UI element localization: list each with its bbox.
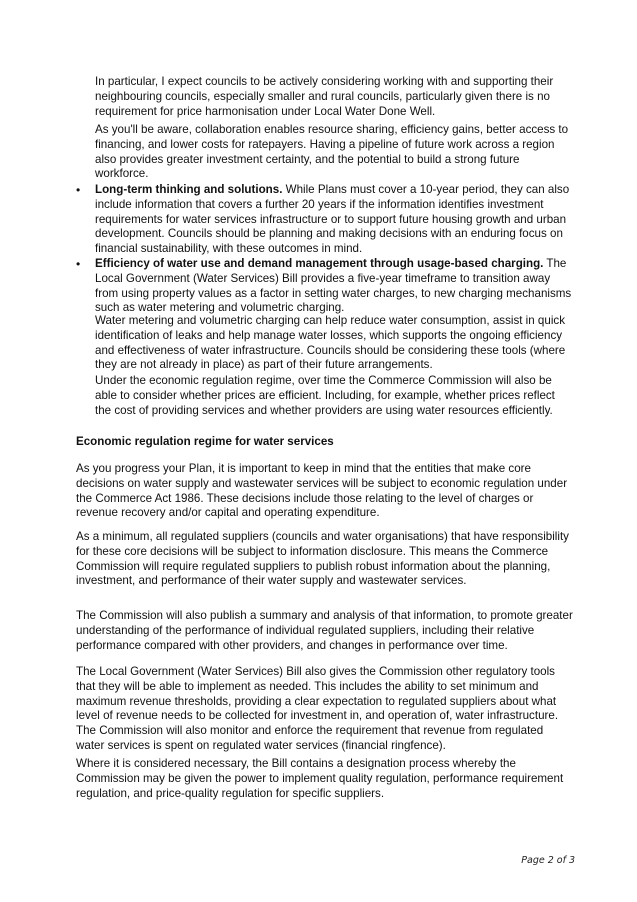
section-paragraph-5: Where it is considered necessary, the Bill contains a designation process whereby the Commission may be given the power to implement quality regulation, performance requirement regulation, and price-quality regulation for specific suppliers. (76, 757, 564, 800)
bullet-marker: • (76, 183, 81, 197)
section-heading: Economic regulation regime for water services (76, 435, 334, 448)
bullet-water-efficiency (95, 257, 573, 316)
bullet-text: While Plans must cover a 10-year period, they can also include information that covers a further 20 years if the information identifies investment requirements for water services infrastructure or to support future housing growth and urban development. Councils should be planning and making decisions with an enduring focus on financial sustainability, with these outcomes in mind. (95, 183, 570, 256)
section-paragraph-1: As you progress your Plan, it is important to keep in mind that the entities that make core decisions on water supply and wastewater services will be subject to economic regulation under the Commerce Act 1986. These decisions include those relating to the level of charges or revenue recovery and/or capital and operating expenditure. (76, 462, 568, 520)
bullet-water-efficiency-paragraph-2: Water metering and volumetric charging can help reduce water consumption, assist in quick identification of leaks and help manage water losses, which supports the ongoing efficiency and effectiveness of water infrastructure. Councils should be considering these tools (where they are not already in place) as part of their future arrangements. (95, 314, 566, 372)
bullet-title: Long-term thinking and solutions. (95, 183, 283, 196)
bullet-title: Efficiency of water use and demand management through usage-based charging. (95, 257, 544, 270)
intro-paragraph-1: In particular, I expect councils to be actively considering working with and supporting their neighbouring councils, especially smaller and rural councils, particularly given there is no requirement for price harmonisation under Local Water Done Well. (95, 75, 554, 118)
section-paragraph-4: The Local Government (Water Services) Bill also gives the Commission other regulatory tools that they will be able to implement as needed. This includes the ability to set minimum and maximum revenue thresholds, providing a clear expectation to regulated suppliers about what level of revenue needs to be collected for investment in, and operation of, water infrastructure. The Commission will also monitor and enforce the requirement that revenue from regulated water services is spent on regulated water services (financial ringfence). (76, 665, 559, 752)
bullet-marker: • (76, 257, 81, 271)
section-paragraph-2: As a minimum, all regulated suppliers (councils and water organisations) that have responsibility for these core decisions will be subject to information disclosure. This means the Commerce Commission will require regulated suppliers to publish robust information about the planning, investment, and performance of their water supply and wastewater services. (76, 530, 569, 588)
bullet-water-efficiency-paragraph-3: Under the economic regulation regime, over time the Commerce Commission will also be able to consider whether prices are efficient. Including, for example, whether prices reflect the cost of providing services and whether providers are using water resources efficiently. (95, 374, 555, 417)
bullet-long-term-thinking (95, 183, 573, 257)
intro-paragraph-2: As you'll be aware, collaboration enables resource sharing, efficiency gains, better access to financing, and lower costs for ratepayers. Having a pipeline of future work across a region also provides greater investment certainty, and the potential to build a strong future workforce. (95, 123, 569, 181)
bullet-text: The Local Government (Water Services) Bill provides a five-year timeframe to transition away from using property values as a factor in setting water charges, to new charging mechanisms such as water metering and volumetric charging. (95, 257, 572, 315)
section-paragraph-3: The Commission will also publish a summary and analysis of that information, to promote greater understanding of the performance of individual regulated suppliers, including their relative performance compared with other providers, and changes in performance over time. (76, 609, 573, 652)
page-number: Page 2 of 3 (521, 855, 575, 866)
